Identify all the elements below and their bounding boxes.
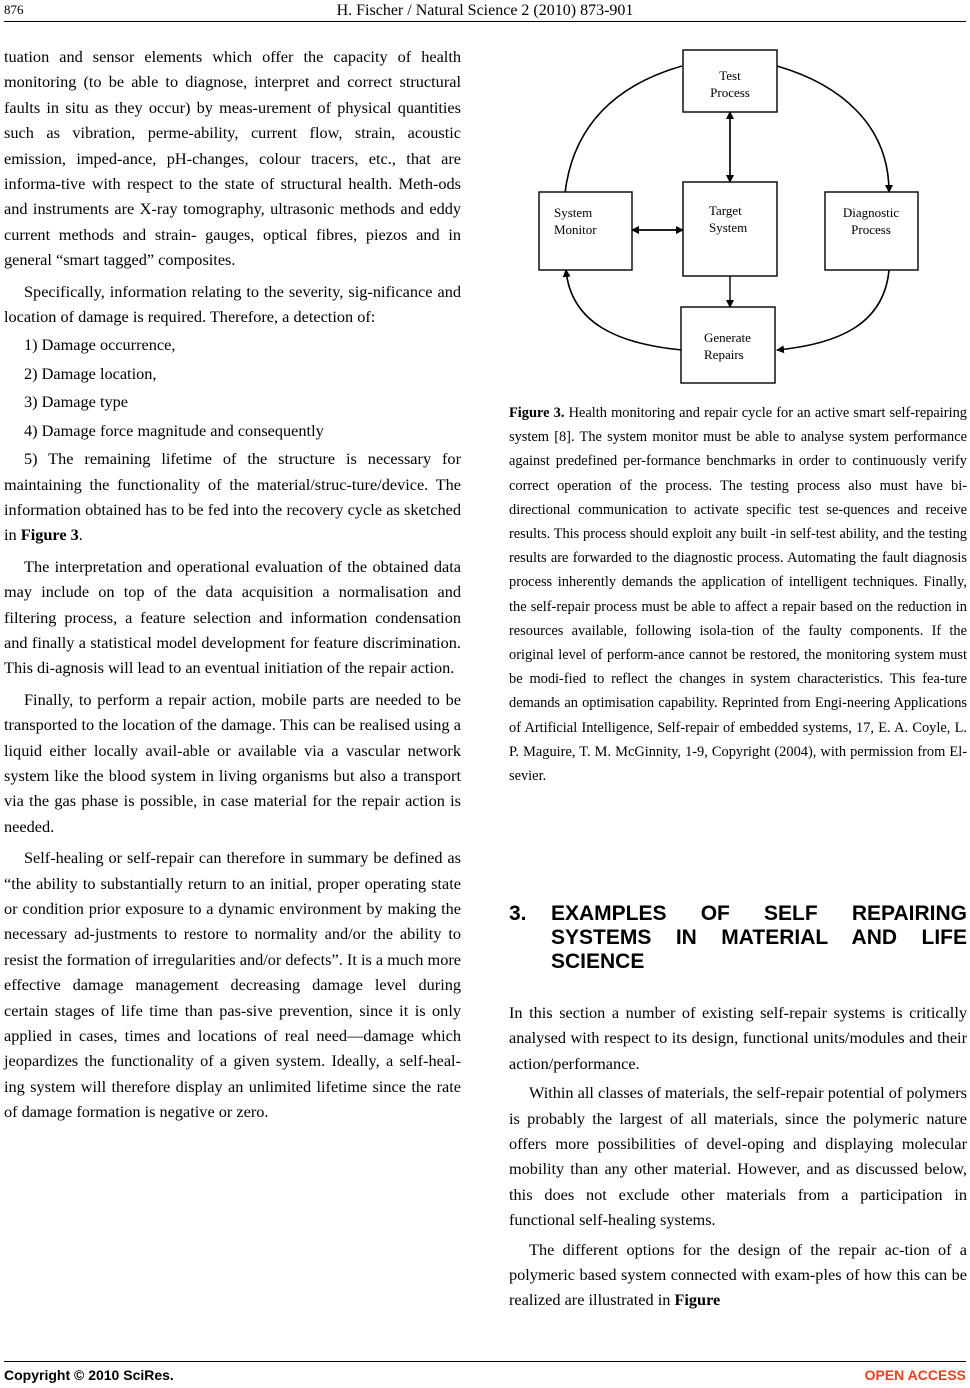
cycle-arrow — [777, 270, 889, 350]
box-label: Target — [709, 203, 742, 218]
footer-divider — [4, 1361, 966, 1362]
paragraph: In this section a number of existing self-repair systems is critically analysed with respect to its design, functional units/modules and their action/performance. — [509, 1003, 967, 1073]
open-access-label: OPEN ACCESS — [864, 1367, 966, 1383]
list-item: 4) Damage force magnitude and consequently — [24, 420, 324, 440]
page-number: 876 — [4, 2, 24, 17]
section-title: EXAMPLES OF SELF REPAIRING SYSTEMS IN MATERIAL AND LIFE SCIENCE — [551, 902, 967, 973]
header-divider — [4, 21, 966, 22]
box-label: Monitor — [554, 222, 597, 237]
list-item: 2) Damage location, — [24, 363, 157, 383]
running-title: H. Fischer / Natural Science 2 (2010) 873-901 — [336, 2, 634, 19]
figure-caption — [509, 401, 967, 788]
cycle-arrow — [777, 66, 889, 192]
box-label: Process — [710, 85, 750, 100]
figure-3-diagram — [509, 44, 967, 390]
paragraph: The interpretation and operational evaluation of the obtained data may include on top of the data acquisition a normalisation and filtering process, a feature selection and information condensation and finally a statistical model development for feature discrimination. This di-agnosis will lead to an eventual initiation of the repair action. — [4, 556, 461, 678]
box-label: Test — [719, 68, 741, 83]
caption-label: Figure 3. — [509, 405, 565, 421]
paragraph-text: The different options for the design of the repair ac-tion of a polymeric based system connected with exam-ples of how this can be realized are illustrated in — [509, 1239, 967, 1310]
cycle-arrow — [566, 270, 682, 350]
list-item: 3) Damage type — [24, 392, 128, 412]
box-label: System — [709, 220, 748, 235]
paragraph-text-end: . — [78, 525, 83, 545]
box-label: Diagnostic — [842, 205, 900, 220]
section-number: 3. — [509, 902, 527, 925]
caption-text: Health monitoring and repair cycle for an active smart self-repairing system [8]. The system monitor must be able to analyse system performance against predefined per-formance benchmarks in order to continuously verify correct operation of the process. The testing process also must have bi-directional communication to activate specific test se-quences and receive results. This process should exploit any built -in self-test ability, and the testing results are forwarded to the diagnostic process. Automating the fault diagnosis process inherently demands the application of intelligent techniques. Finally, the self-repair process must be able to affect a repair based on the reduction in resources available, following isola-tion of the faulty components. If the original level of perform-ance cannot be restored, the monitoring system must be modi-fied to reflect the changes in system characteristics. This fea-ture demands an optimisation capability. Reprinted from Engi-neering Applications of Artificial Intelligence, Self-repair of embedded systems, 17, E. A. Coyle, L. P. Maguire, T. M. McGinnity, 1-9, Copyright (2004), with permission from El-sevier. — [509, 405, 967, 785]
box-label: System — [554, 205, 593, 220]
paragraph — [4, 446, 461, 548]
paragraph — [509, 1237, 967, 1313]
paragraph: Within all classes of materials, the self-repair potential of polymers is probably the largest of all materials, since the polymeric nature offers more possibilities of devel-oping and displaying molecular mobility than any other material. However, and as discussed below, this does not exclude other materials from a participation in functional self-healing systems. — [509, 1083, 967, 1230]
cycle-arrow — [564, 66, 682, 204]
list-item: 1) Damage occurrence, — [24, 335, 176, 355]
box-label: Process — [851, 222, 891, 237]
left-column — [4, 44, 461, 1125]
right-column — [509, 1000, 967, 1313]
paragraph: tuation and sensor elements which offer the capacity of health monitoring (to be able to diagnose, interpret and correct structural faults in situ as they occur) by meas-urement of physical quantities such as vibration, perme-ability, current flow, strain, acoustic emission, imped-ance, pH-changes, colour tracers, etc., that are informa-tive with respect to the state of structural health. Meth-ods and instruments are X-ray tomography, ultrasonic methods and eddy current methods and strain- gauges, optical fibres, piezos and in general “smart tagged” composites. — [4, 47, 461, 270]
paragraph: Specifically, information relating to the severity, sig-nificance and location of damage is required. Therefore, a detection of: — [4, 281, 461, 327]
box-label: Generate — [704, 330, 751, 345]
paragraph-text: 5) The remaining lifetime of the structure is necessary for maintaining the functionality of the material/struc-ture/device. The information obtained has to be fed into the recovery cycle as sketched in — [4, 449, 461, 545]
figure-reference-link[interactable]: Figure 3 — [20, 525, 79, 545]
box-generate-repairs — [681, 307, 775, 383]
box-label: Repairs — [704, 347, 744, 362]
section-heading — [509, 902, 967, 974]
paragraph: Finally, to perform a repair action, mobile parts are needed to be transported to the location of the damage. This can be realised using a liquid either locally avail-able or available via a vascular network system like the blood system in living organisms but also a transport via the gas phase is possible, in case material for the repair action is needed. — [4, 689, 461, 836]
figure-reference-link[interactable]: Figure — [674, 1290, 721, 1310]
paragraph: Self-healing or self-repair can therefore in summary be defined as “the ability to substantially return to an initial, proper operating state or condition prior exposure to a dynamic environment by making the necessary ad-justments to restore to normality and/or the ability to resist the formation of irregularities and/or defects”. It is a much more effective damage management decreasing damage level during certain stages of life time than pas-sive prevention, since it is only applied in cases, times and locations of real need―damage which jeopardizes the functionality of a given system. Ideally, a self-heal-ing system will therefore display an unlimited lifetime since the rate of damage formation is negative or zero. — [4, 848, 461, 1122]
copyright-notice: Copyright © 2010 SciRes. — [4, 1367, 174, 1383]
